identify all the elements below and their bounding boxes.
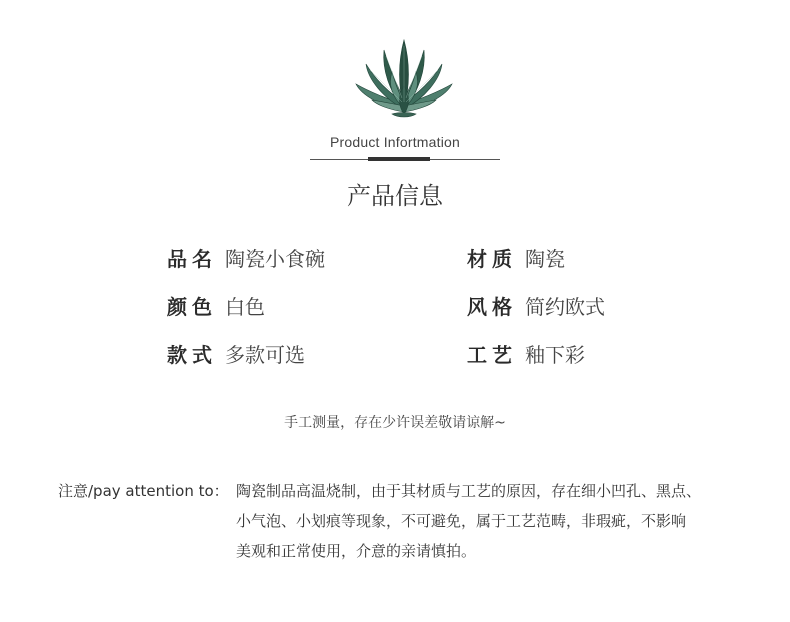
spec-label: 款式	[167, 343, 217, 367]
spec-item-style	[467, 295, 605, 319]
section-subtitle: Product Infortmation	[329, 134, 461, 150]
attention-text	[236, 476, 736, 566]
spec-item-material	[467, 247, 565, 271]
measurement-note: 手工测量，存在少许误差敬请谅解~	[284, 415, 506, 431]
spec-value: 釉下彩	[525, 343, 585, 367]
spec-value: 简约欧式	[525, 295, 605, 319]
spec-value: 白色	[225, 295, 265, 319]
attention-label: 注意/pay attention to：	[58, 482, 229, 500]
spec-label: 风格	[467, 295, 517, 319]
section-title: 产品信息	[347, 182, 443, 210]
spec-value: 陶瓷	[525, 247, 565, 271]
spec-label: 工艺	[467, 343, 517, 367]
agave-plant-icon	[352, 36, 456, 122]
attention-line: 美观和正常使用，介意的亲请慎拍。	[236, 542, 477, 560]
spec-item-model	[167, 343, 305, 367]
spec-value: 陶瓷小食碗	[225, 247, 325, 271]
spec-label: 品名	[167, 247, 217, 271]
spec-label: 颜色	[167, 295, 217, 319]
spec-item-craft	[467, 343, 585, 367]
spec-value: 多款可选	[225, 343, 305, 367]
spec-item-name	[167, 247, 325, 271]
attention-line: 陶瓷制品高温烧制，由于其材质与工艺的原因，存在细小凹孔、黑点、	[236, 482, 702, 500]
attention-line: 小气泡、小划痕等现象，不可避免，属于工艺范畴，非瑕疵，不影响	[236, 512, 687, 530]
divider-accent	[368, 157, 430, 161]
spec-item-color	[167, 295, 265, 319]
spec-label: 材质	[467, 247, 517, 271]
